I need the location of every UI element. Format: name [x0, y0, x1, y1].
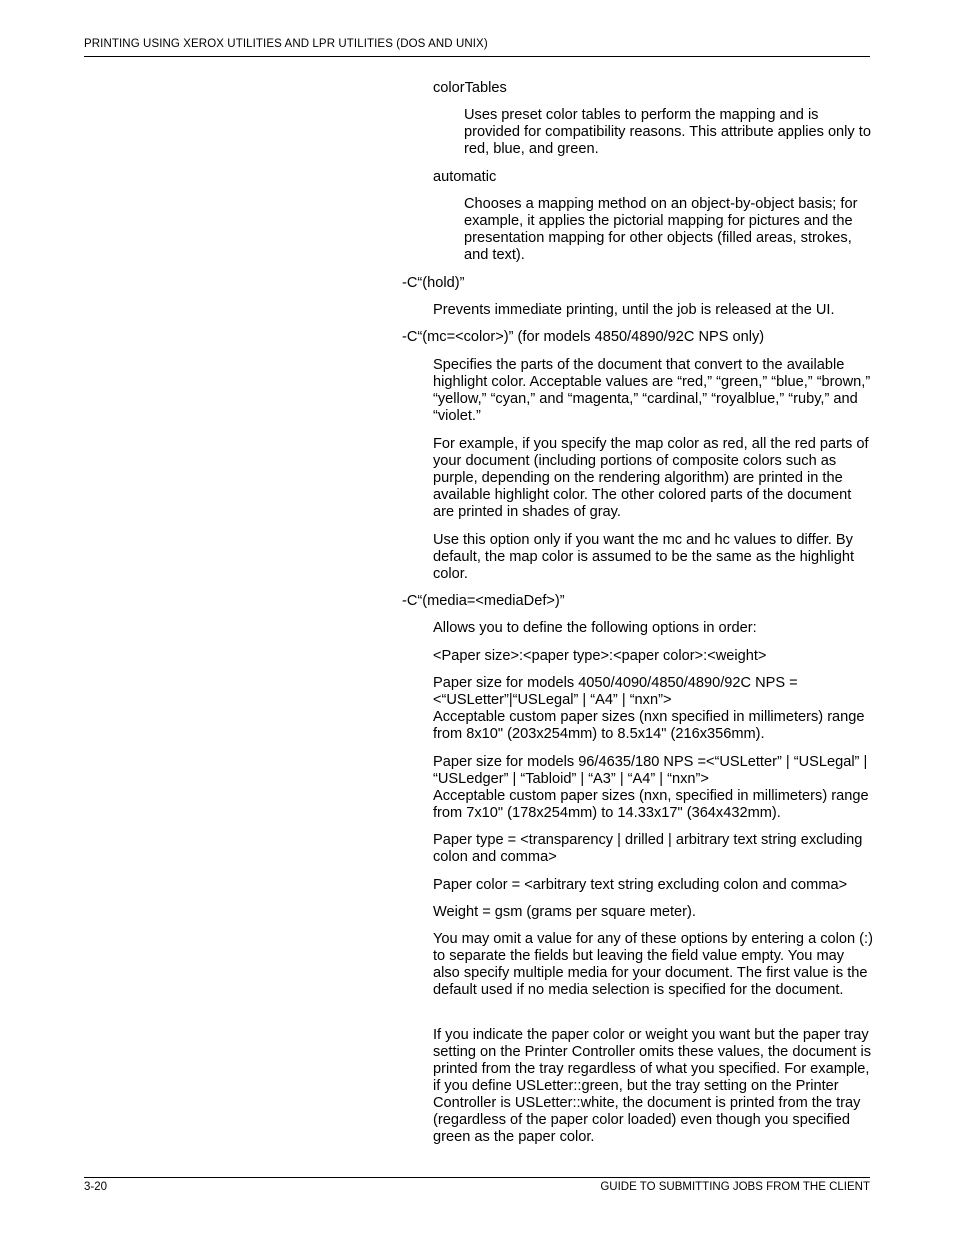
term-colortables: colorTables	[433, 80, 507, 96]
desc-media-color: Paper color = <arbitrary text string excluding colon and comma>	[433, 877, 848, 893]
desc-media-size-96-b: Acceptable custom paper sizes (nxn, specified in millimeters) range from 7x10" (178x254mm) to 14.33x17" (364x432mm).	[433, 788, 869, 821]
desc-media-weight: Weight = gsm (grams per square meter).	[433, 904, 696, 920]
desc-media-size-4050-a: Paper size for models 4050/4090/4850/4890/92C NPS = <“USLetter”|“USLegal” | “A4” | “nxn”>	[433, 675, 798, 708]
term-automatic: automatic	[433, 169, 497, 185]
desc-automatic: Chooses a mapping method on an object-by-object basis; for example, it applies the pictorial mapping for pictures and the presentation mapping for other objects (filled areas, strokes, and text).	[464, 196, 858, 263]
desc-mc-example: For example, if you specify the map color as red, all the red parts of your document (including portions of composite colors such as purple, depending on the rendering algorithm) are printed in the available highlight color. The other colored parts of the document are printed in shades of gray.	[433, 436, 869, 520]
desc-media-size-96-a: Paper size for models 96/4635/180 NPS =<“USLetter” | “USLegal” | “USLedger” | “Tabloid” | “A3” | “A4” | “nxn”>	[433, 754, 868, 787]
option-mc: -C“(mc=<color>)” (for models 4850/4890/92C NPS only)	[402, 329, 765, 345]
option-hold: -C“(hold)”	[402, 275, 465, 291]
desc-media-intro: Allows you to define the following options in order:	[433, 620, 757, 636]
running-header: PRINTING USING XEROX UTILITIES AND LPR UTILITIES (DOS AND UNIX)	[84, 38, 488, 50]
desc-media-size-4050-b: Acceptable custom paper sizes (nxn specified in millimeters) range from 8x10" (203x254mm) to 8.5x14" (216x356mm).	[433, 709, 865, 742]
desc-media-omit: You may omit a value for any of these options by entering a colon (:) to separate the fields but leaving the field value empty. You may also specify multiple media for your document. The first value is the default used if no media selection is specified for the document.	[433, 931, 873, 998]
desc-media-type: Paper type = <transparency | drilled | arbitrary text string excluding colon and comma>	[433, 832, 863, 865]
desc-media-tray: If you indicate the paper color or weight you want but the paper tray setting on the Printer Controller omits these values, the document is printed from the tray regardless of what you specified. For example, if you define USLetter::green, but the tray setting on the Printer Controller is USLetter::white, the document is printed from the tray (regardless of the paper color loaded) even though you specified green as the paper color.	[433, 1027, 872, 1145]
desc-colortables: Uses preset color tables to perform the mapping and is provided for compatibility reasons. This attribute applies only to red, blue, and green.	[464, 107, 871, 157]
header-rule	[84, 56, 870, 57]
footer-rule	[84, 1177, 870, 1178]
desc-mc-usage: Use this option only if you want the mc and hc values to differ. By default, the map color is assumed to be the same as the highlight color.	[433, 532, 855, 582]
page-number: 3-20	[84, 1181, 108, 1193]
running-footer: GUIDE TO SUBMITTING JOBS FROM THE CLIENT	[600, 1181, 870, 1193]
desc-hold: Prevents immediate printing, until the job is released at the UI.	[433, 302, 835, 318]
option-media: -C“(media=<mediaDef>)”	[402, 593, 565, 609]
desc-mc-values: Specifies the parts of the document that convert to the available highlight color. Acceptable values are “red,” “green,” “blue,” “brown,” “yellow,” “cyan,” and “magenta,” “cardinal,” “royalblue,” “ruby,” and “violet.”	[433, 357, 871, 424]
desc-media-syntax: <Paper size>:<paper type>:<paper color>:<weight>	[433, 648, 767, 664]
